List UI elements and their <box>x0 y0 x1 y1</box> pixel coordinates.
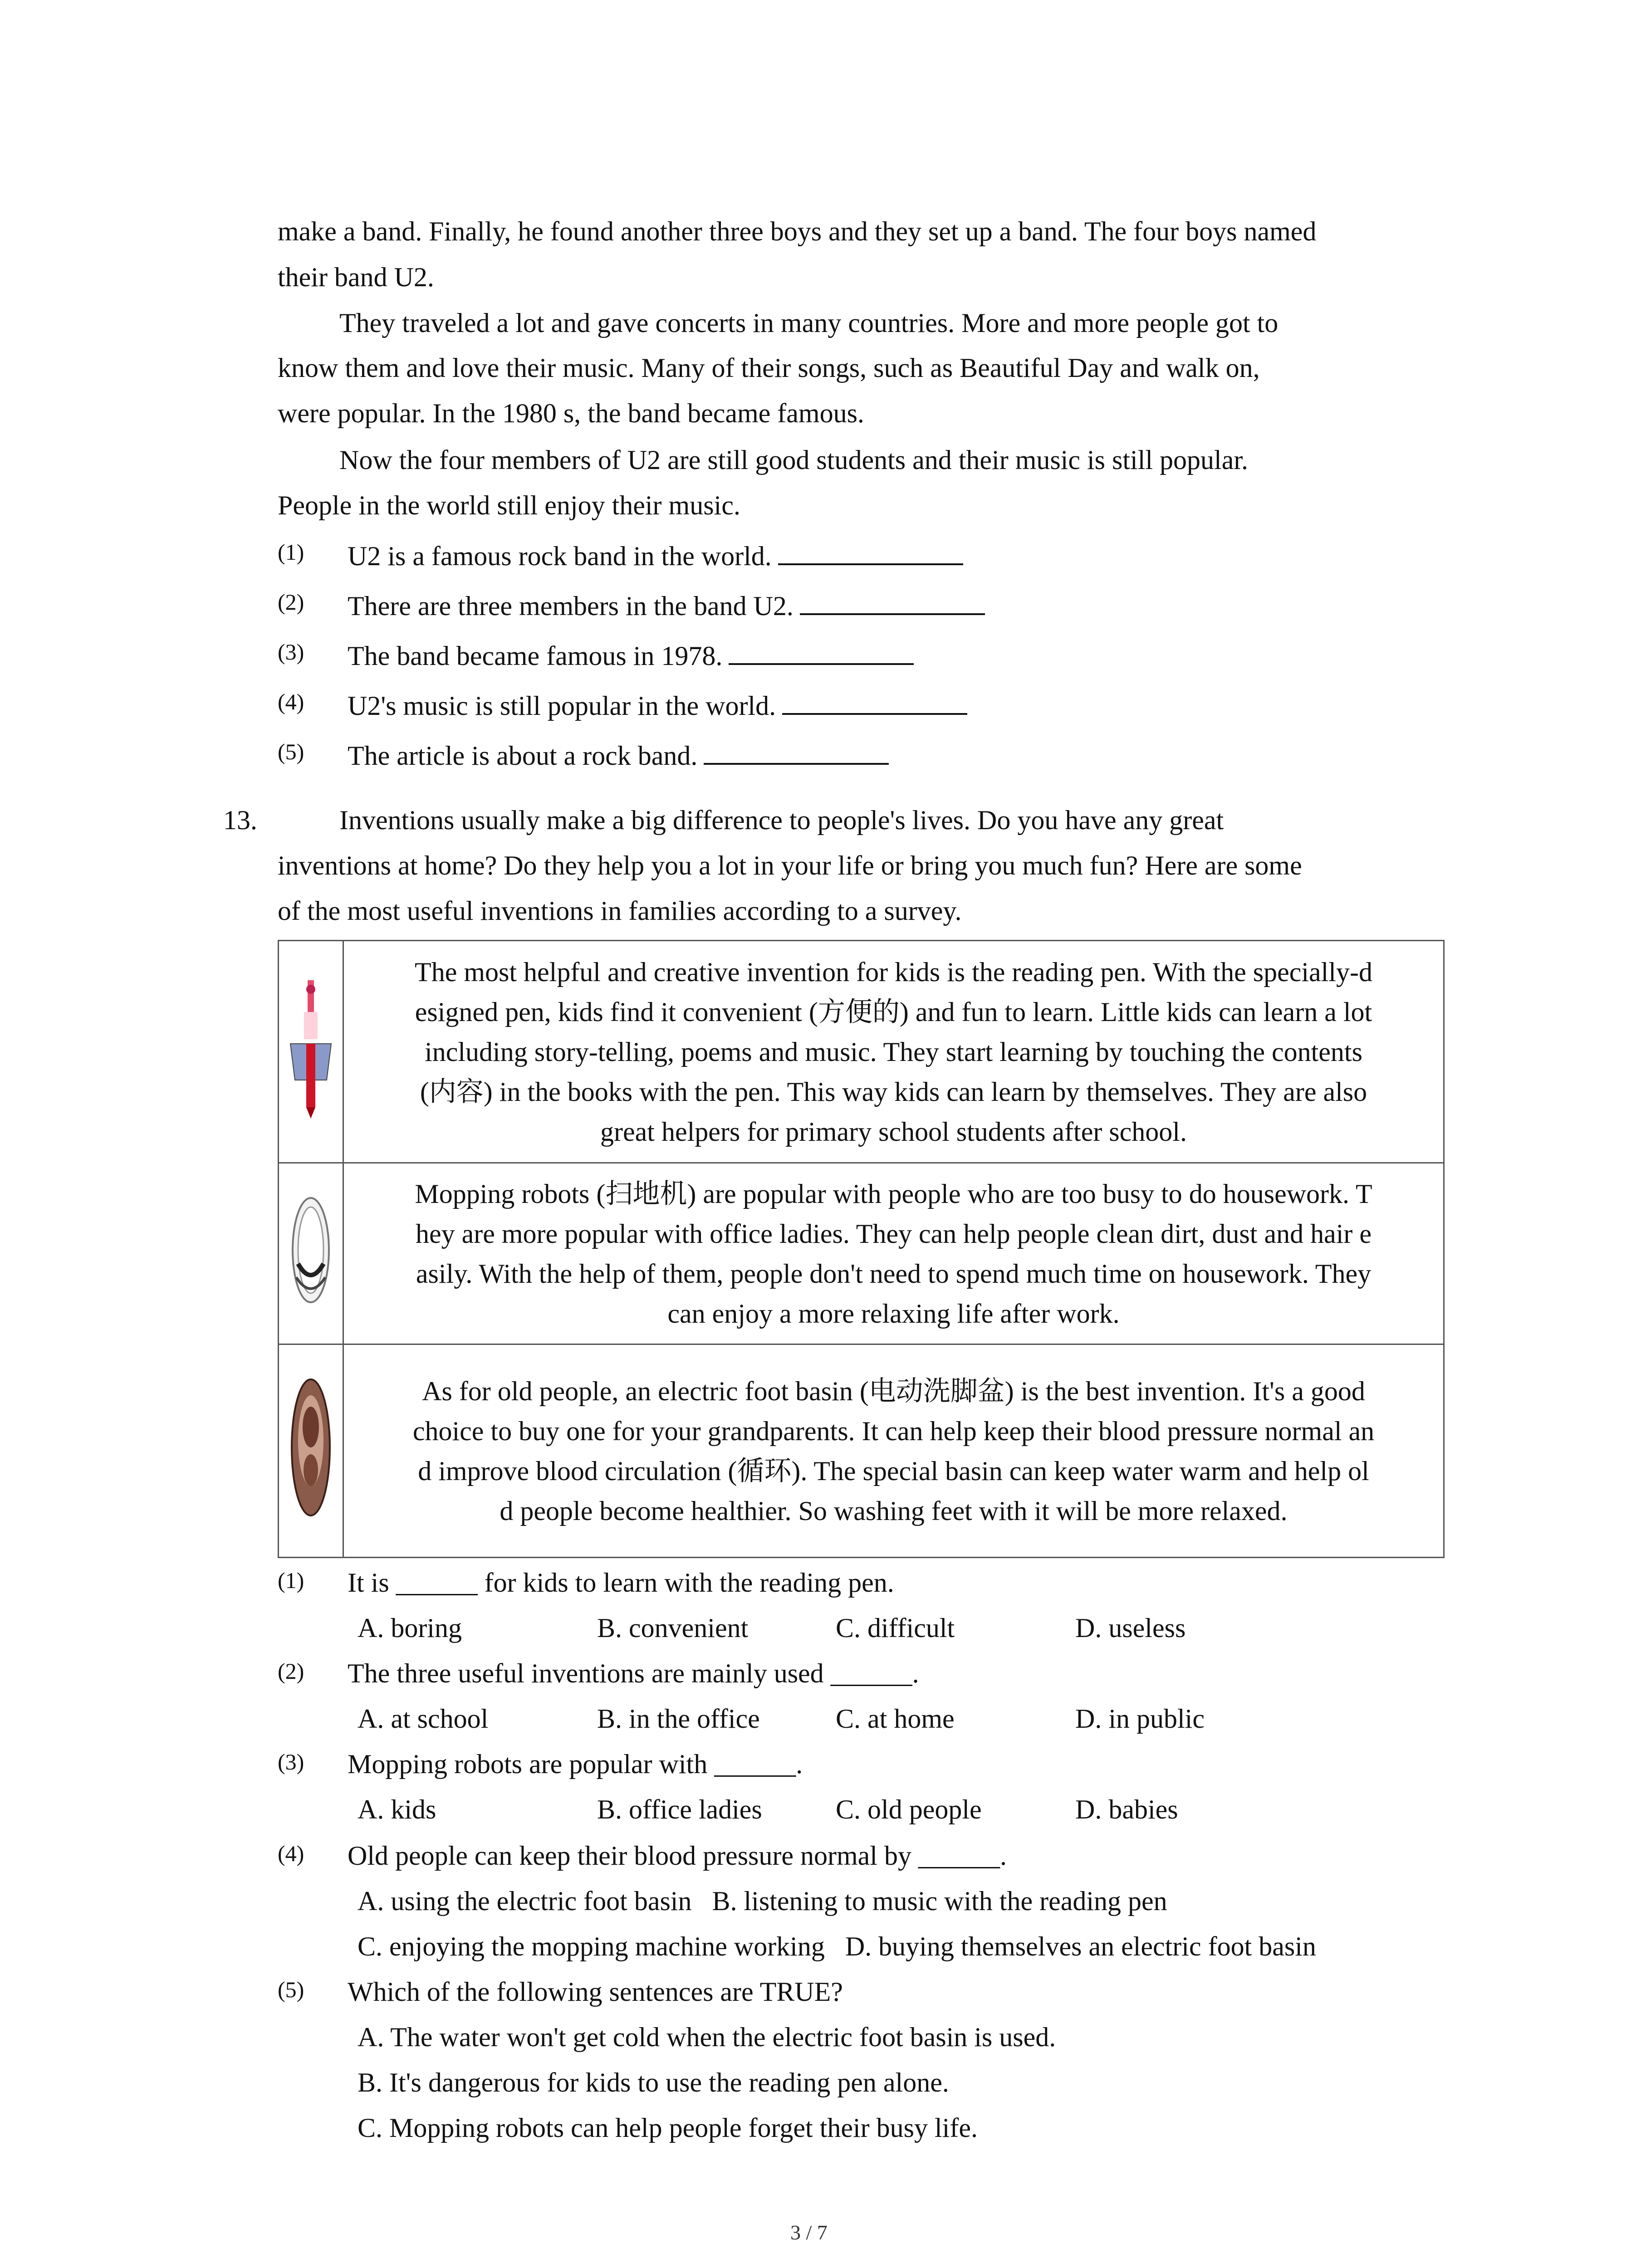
question-stem: Mopping robots are popular with ______. <box>348 1749 803 1779</box>
table-row <box>279 941 1444 1163</box>
picture-cell <box>279 1163 343 1344</box>
description-line: The most helpful and creative invention for kids is the reading pen. With the specially-d <box>415 957 1372 987</box>
description-line: Mopping robots (扫地机) are popular with people who are too busy to do housework. T <box>415 1178 1372 1209</box>
statement: The article is about a rock band. <box>348 738 889 772</box>
description-line: As for old people, an electric foot basin (电动洗脚盆) is the best invention. It's a good <box>422 1376 1365 1406</box>
passage-line: were popular. In the 1980 s, the band became famous. <box>278 398 864 428</box>
option-a[interactable]: A. kids <box>358 1794 436 1824</box>
answer-blank[interactable] <box>800 589 985 615</box>
page-number: 3 / 7 <box>790 2221 828 2244</box>
table-row <box>279 1163 1444 1344</box>
picture-cell <box>279 1344 343 1558</box>
picture-cell <box>279 941 343 1163</box>
invention-description <box>343 1344 1444 1558</box>
passage-line: Now the four members of U2 are still good students and their music is still popular. <box>339 445 1249 475</box>
option-b[interactable]: B. office ladies <box>597 1794 762 1824</box>
description-line: choice to buy one for your grandparents. It can help keep their blood pressure normal an <box>412 1416 1375 1446</box>
option-a[interactable]: A. boring <box>358 1613 462 1643</box>
statement: The band became famous in 1978. <box>348 639 914 672</box>
statement-number: (1) <box>278 539 304 565</box>
description-line: including story-telling, poems and music. They start learning by touching the contents <box>425 1036 1362 1067</box>
mopping-robot-icon <box>288 1191 333 1309</box>
option-c[interactable]: C. difficult <box>836 1613 955 1643</box>
option-d[interactable]: D. useless <box>1075 1613 1186 1643</box>
passage-line: know them and love their music. Many of their songs, such as Beautiful Day and walk on, <box>278 353 1260 383</box>
answer-blank[interactable] <box>782 689 967 715</box>
question-stem: It is ______ for kids to learn with the reading pen. <box>348 1568 894 1598</box>
option-b[interactable]: B. in the office <box>597 1704 760 1734</box>
question-number: (4) <box>278 1841 304 1866</box>
foot-basin-icon <box>288 1373 333 1522</box>
statement-number: (2) <box>278 589 304 615</box>
option-c[interactable]: C. at home <box>836 1704 955 1734</box>
answer-blank[interactable] <box>729 639 914 665</box>
description-line: d improve blood circulation (循环). The special basin can keep water warm and help ol <box>418 1456 1369 1486</box>
question-stem: Old people can keep their blood pressure normal by ______. <box>348 1841 1007 1871</box>
question-number: (2) <box>278 1658 304 1684</box>
description-line: can enjoy a more relaxing life after work. <box>667 1298 1120 1329</box>
option-b[interactable]: B. convenient <box>597 1613 749 1643</box>
passage-line: make a band. Finally, he found another three boys and they set up a band. The four boys named <box>278 216 1317 246</box>
question-stem: Which of the following sentences are TRUE? <box>348 1977 843 2007</box>
option-line[interactable]: A. using the electric foot basin B. listening to music with the reading pen <box>358 1886 1167 1916</box>
option-a[interactable]: A. The water won't get cold when the electric foot basin is used. <box>358 2022 1056 2052</box>
option-b[interactable]: B. It's dangerous for kids to use the reading pen alone. <box>358 2068 949 2097</box>
statement-number: (4) <box>278 689 304 714</box>
statement: U2 is a famous rock band in the world. <box>348 539 963 572</box>
description-line: great helpers for primary school students after school. <box>600 1116 1187 1147</box>
invention-description <box>343 941 1444 1163</box>
description-line: asily. With the help of them, people don't need to spend much time on housework. They <box>416 1258 1372 1289</box>
answer-blank[interactable] <box>778 539 963 565</box>
option-a[interactable]: A. at school <box>358 1704 489 1734</box>
passage-line: They traveled a lot and gave concerts in many countries. More and more people got to <box>339 308 1279 338</box>
question-number: (5) <box>278 1977 304 2002</box>
invention-description <box>343 1163 1444 1344</box>
description-line: (内容) in the books with the pen. This way kids can learn by themselves. They are also <box>420 1076 1367 1107</box>
statement: U2's music is still popular in the world. <box>348 689 967 722</box>
intro-line: Inventions usually make a big difference to people's lives. Do you have any great <box>339 805 1224 835</box>
passage-line: their band U2. <box>278 262 434 292</box>
option-line[interactable]: C. enjoying the mopping machine working D. buying themselves an electric foot basin <box>358 1931 1316 1961</box>
inventions-table <box>278 940 1445 1558</box>
question-number: (1) <box>278 1568 304 1593</box>
table-row <box>279 1344 1444 1558</box>
reading-pen-icon <box>286 976 336 1121</box>
description-line: esigned pen, kids find it convenient (方便的) and fun to learn. Little kids can learn a lot <box>415 997 1372 1027</box>
question-stem: The three useful inventions are mainly used ______. <box>348 1658 919 1688</box>
passage-line: People in the world still enjoy their music. <box>278 490 740 520</box>
statement-number: (5) <box>278 739 304 764</box>
statement-number: (3) <box>278 639 304 665</box>
intro-line: inventions at home? Do they help you a lot in your life or bring you much fun? Here are some <box>278 850 1302 880</box>
question-number: 13. <box>223 805 257 835</box>
answer-blank[interactable] <box>704 738 889 765</box>
question-number: (3) <box>278 1749 304 1774</box>
option-c[interactable]: C. old people <box>836 1794 982 1824</box>
intro-line: of the most useful inventions in families according to a survey. <box>278 896 962 926</box>
description-line: hey are more popular with office ladies. They can help people clean dirt, dust and hair e <box>415 1218 1372 1249</box>
statement: There are three members in the band U2. <box>348 589 985 622</box>
option-d[interactable]: D. in public <box>1075 1704 1205 1734</box>
description-line: d people become healthier. So washing feet with it will be more relaxed. <box>500 1496 1288 1526</box>
option-c[interactable]: C. Mopping robots can help people forget their busy life. <box>358 2113 978 2143</box>
option-d[interactable]: D. babies <box>1075 1794 1178 1824</box>
